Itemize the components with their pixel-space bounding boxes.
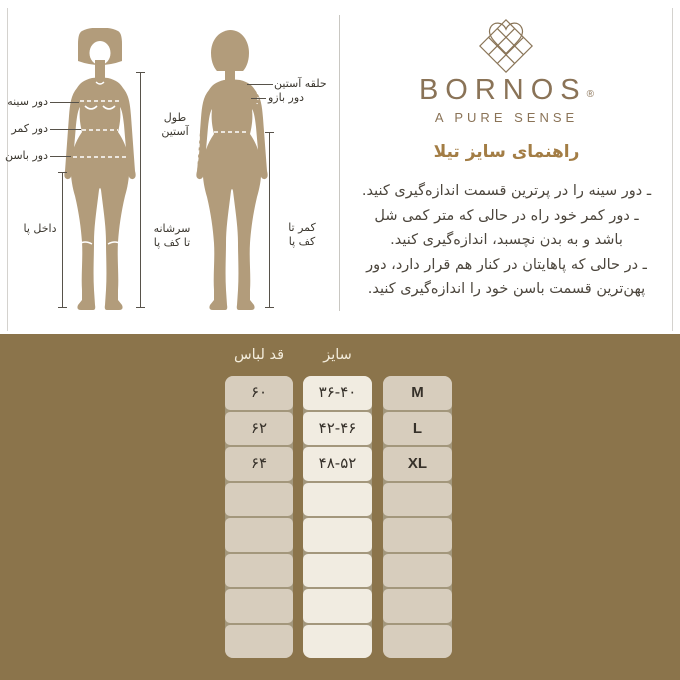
letter-size-cell: XL: [383, 447, 452, 481]
length-cell: ۶۰: [225, 376, 293, 410]
upper-arm-pointer-line: [251, 98, 266, 99]
hips-label: دور باسن: [4, 149, 48, 162]
measuring-instructions: [336, 179, 677, 302]
length-column: [225, 376, 293, 658]
waist-to-floor-label-line1: کمر تا: [288, 221, 316, 234]
letter-size-cell: L: [383, 412, 452, 446]
bust-label: دور سینه: [7, 95, 48, 108]
size-cell: ۴۸-۵۲: [303, 447, 372, 481]
sleeve-length-label-line2: آستین: [161, 125, 189, 138]
empty-cell: [303, 483, 372, 517]
waist-to-floor-label: [282, 221, 322, 249]
measure-cap: [58, 172, 67, 173]
instruction-line: ـ دور کمر خود راه در حالی که متر کمی شل: [374, 207, 639, 224]
hips-pointer-line: [50, 156, 71, 157]
measure-cap: [265, 307, 274, 308]
upper-arm-label: دور بازو: [268, 91, 305, 104]
brand-tagline: A PURE SENSE: [434, 110, 579, 125]
waist-pointer-line: [50, 129, 81, 130]
left-border-line: [7, 8, 8, 331]
instruction-line: ـ در حالی که پاهایتان در کنار هم قرار دارد، دور: [366, 256, 647, 273]
empty-cell: [383, 518, 452, 552]
size-column: [303, 376, 372, 658]
size-table-section: [0, 334, 680, 680]
waist-to-floor-label-line2: کف پا: [288, 235, 316, 248]
size-column-header: سایز: [323, 347, 352, 363]
measure-cap: [58, 307, 67, 308]
sleeve-length-label-line1: طول: [163, 111, 187, 124]
empty-cell: [225, 518, 293, 552]
empty-cell: [383, 625, 452, 659]
length-column-header: قد لباس: [233, 347, 285, 363]
empty-cell: [303, 518, 372, 552]
waist-label: دور کمر: [11, 122, 48, 135]
measure-cap: [265, 132, 274, 133]
empty-cell: [225, 483, 293, 517]
armhole-pointer-line: [247, 84, 273, 85]
empty-cell: [303, 589, 372, 623]
shoulder-to-floor-measure-line: [140, 72, 141, 308]
instruction-line: ـ دور سینه را در پرترین قسمت اندازه‌گیری کنید.: [361, 183, 652, 199]
empty-cell: [225, 625, 293, 659]
brand-name-text: BORNOS: [418, 74, 587, 106]
shoulder-to-floor-label-line2: تا کف پا: [153, 236, 191, 249]
shoulder-to-floor-label-line1: سرشانه: [153, 222, 191, 235]
empty-cell: [383, 554, 452, 588]
measure-cap: [136, 307, 145, 308]
length-cell: ۶۲: [225, 412, 293, 446]
inseam-measure-line: [62, 172, 63, 308]
guide-title: راهنمای سایز تیلا: [433, 142, 580, 162]
empty-cell: [225, 554, 293, 588]
front-figure-illustration: [52, 28, 148, 312]
instruction-line: باشد و به بدن نچسبد، اندازه‌گیری کنید.: [390, 232, 623, 248]
sleeve-length-label: [152, 111, 198, 139]
empty-cell: [303, 554, 372, 588]
measure-cap: [136, 72, 145, 73]
shoulder-to-floor-label: [150, 222, 194, 250]
brand-name: [341, 74, 672, 107]
brand-diamond-logo-icon: [478, 17, 534, 75]
instruction-line: پهن‌ترین قسمت باسن خود را اندازه‌گیری کنید.: [367, 281, 646, 297]
registered-mark: ®: [586, 89, 595, 100]
bust-pointer-line: [50, 102, 79, 103]
empty-cell: [383, 483, 452, 517]
length-cell: ۶۴: [225, 447, 293, 481]
empty-cell: [303, 625, 372, 659]
size-cell: ۳۶-۴۰: [303, 376, 372, 410]
armhole-label: حلقه آستین: [274, 77, 327, 90]
empty-cell: [383, 589, 452, 623]
empty-cell: [225, 589, 293, 623]
size-cell: ۴۲-۴۶: [303, 412, 372, 446]
inseam-label: داخل پا: [23, 222, 57, 235]
waist-to-floor-measure-line: [269, 132, 270, 308]
letter-size-cell: M: [383, 376, 452, 410]
measurement-guide-section: [0, 0, 680, 334]
letter-size-column: [383, 376, 452, 658]
